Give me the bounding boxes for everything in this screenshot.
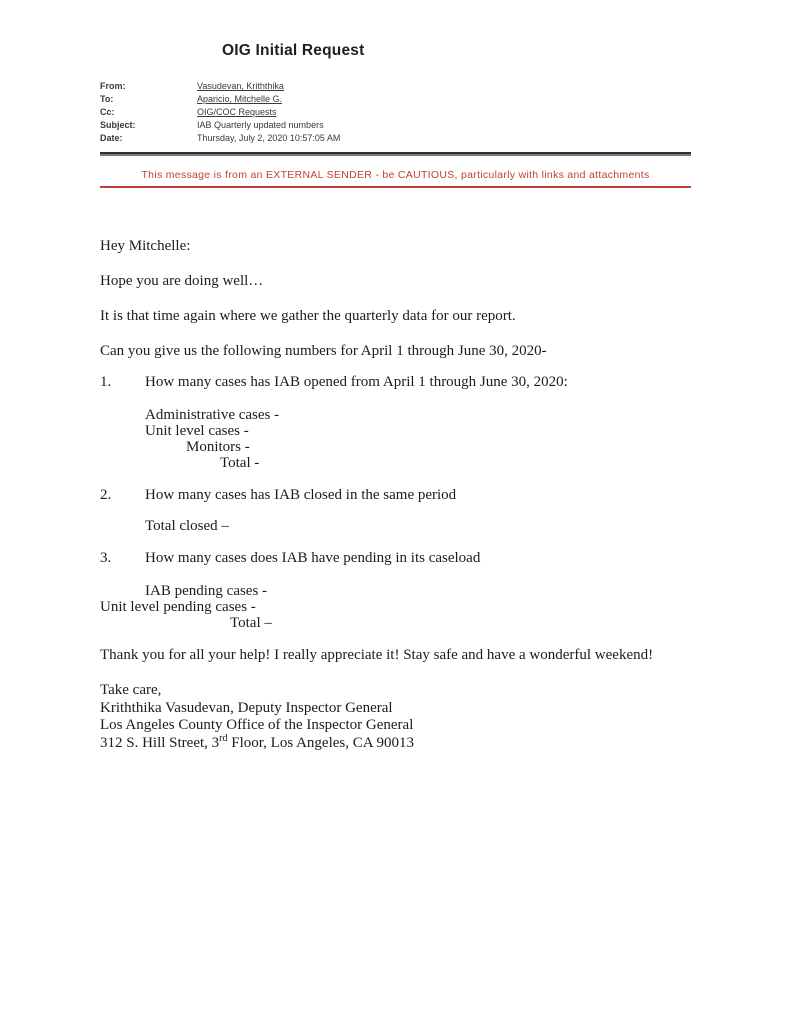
item-2-sublines	[100, 518, 691, 534]
header-value-from: Vasudevan, Kriththika	[197, 81, 284, 91]
external-sender-warning-text: This message is from an EXTERNAL SENDER - be CAUTIOUS, particularly with links and attachments	[141, 169, 650, 181]
header-label-cc: Cc:	[100, 107, 115, 117]
list-item-2-text: How many cases has IAB closed in the same period	[145, 487, 457, 503]
list-item-3-text: How many cases does IAB have pending in its caseload	[145, 550, 481, 566]
paragraph-quarterly-data: It is that time again where we gather the quarterly data for our report.	[100, 308, 516, 324]
header-row-from	[100, 81, 691, 94]
email-body	[100, 238, 691, 752]
page-title: OIG Initial Request	[222, 42, 365, 59]
header-value-date: Thursday, July 2, 2020 10:57:05 AM	[197, 133, 341, 143]
item-3-iab-pending-line: IAB pending cases -	[145, 583, 268, 599]
item-1-unit-level-cases-line: Unit level cases -	[145, 423, 249, 439]
signature-name-title: Kriththika Vasudevan, Deputy Inspector General	[100, 699, 393, 716]
greeting-line: Hey Mitchelle:	[100, 238, 191, 254]
header-label-subject: Subject:	[100, 120, 136, 130]
header-value-to: Aparicio, Mitchelle G.	[197, 94, 283, 104]
list-item-2	[100, 487, 691, 503]
header-row-subject	[100, 120, 691, 133]
paragraph-doing-well: Hope you are doing well…	[100, 273, 264, 289]
item-1-monitors-line: Monitors -	[186, 439, 250, 455]
list-item-1-text: How many cases has IAB opened from April 1 through June 30, 2020:	[145, 374, 568, 390]
signature-address	[100, 732, 691, 753]
header-label-date: Date:	[100, 133, 123, 143]
signature-organization: Los Angeles County Office of the Inspector General	[100, 717, 414, 733]
header-row-to	[100, 94, 691, 107]
signature-block	[100, 682, 691, 752]
list-item-1	[100, 374, 691, 390]
signature-closing: Take care,	[100, 682, 162, 698]
address-city-state-zip: Floor, Los Angeles, CA 90013	[227, 734, 415, 751]
item-1-total-line: Total -	[220, 455, 260, 471]
item-3-total-line: Total –	[230, 615, 272, 631]
thank-you-paragraph: Thank you for all your help! I really appreciate it! Stay safe and have a wonderful weekend!	[100, 647, 654, 663]
header-value-cc: OIG/COC Requests	[197, 107, 277, 117]
header-label-to: To:	[100, 94, 114, 104]
item-3-sublines	[100, 583, 691, 631]
header-row-cc	[100, 107, 691, 120]
list-item-3	[100, 550, 691, 566]
external-sender-warning-banner	[100, 169, 691, 188]
header-row-date	[100, 133, 691, 146]
list-item-3-number: 3.	[100, 550, 112, 566]
header-label-from: From:	[100, 81, 126, 91]
item-1-administrative-cases-line: Administrative cases -	[145, 407, 280, 423]
paragraph-request-numbers: Can you give us the following numbers for April 1 through June 30, 2020-	[100, 343, 547, 359]
list-item-1-number: 1.	[100, 374, 112, 390]
header-value-subject: IAB Quarterly updated numbers	[197, 120, 324, 130]
list-item-2-number: 2.	[100, 487, 112, 503]
header-separator-line	[100, 152, 691, 156]
item-1-sublines	[100, 407, 691, 471]
email-header-block	[100, 81, 691, 146]
address-street: 312 S. Hill Street, 3	[100, 734, 220, 751]
item-2-total-closed-line: Total closed –	[145, 518, 229, 534]
address-ordinal-superscript: rd	[219, 732, 228, 744]
item-3-unit-level-pending-line: Unit level pending cases -	[100, 599, 256, 615]
